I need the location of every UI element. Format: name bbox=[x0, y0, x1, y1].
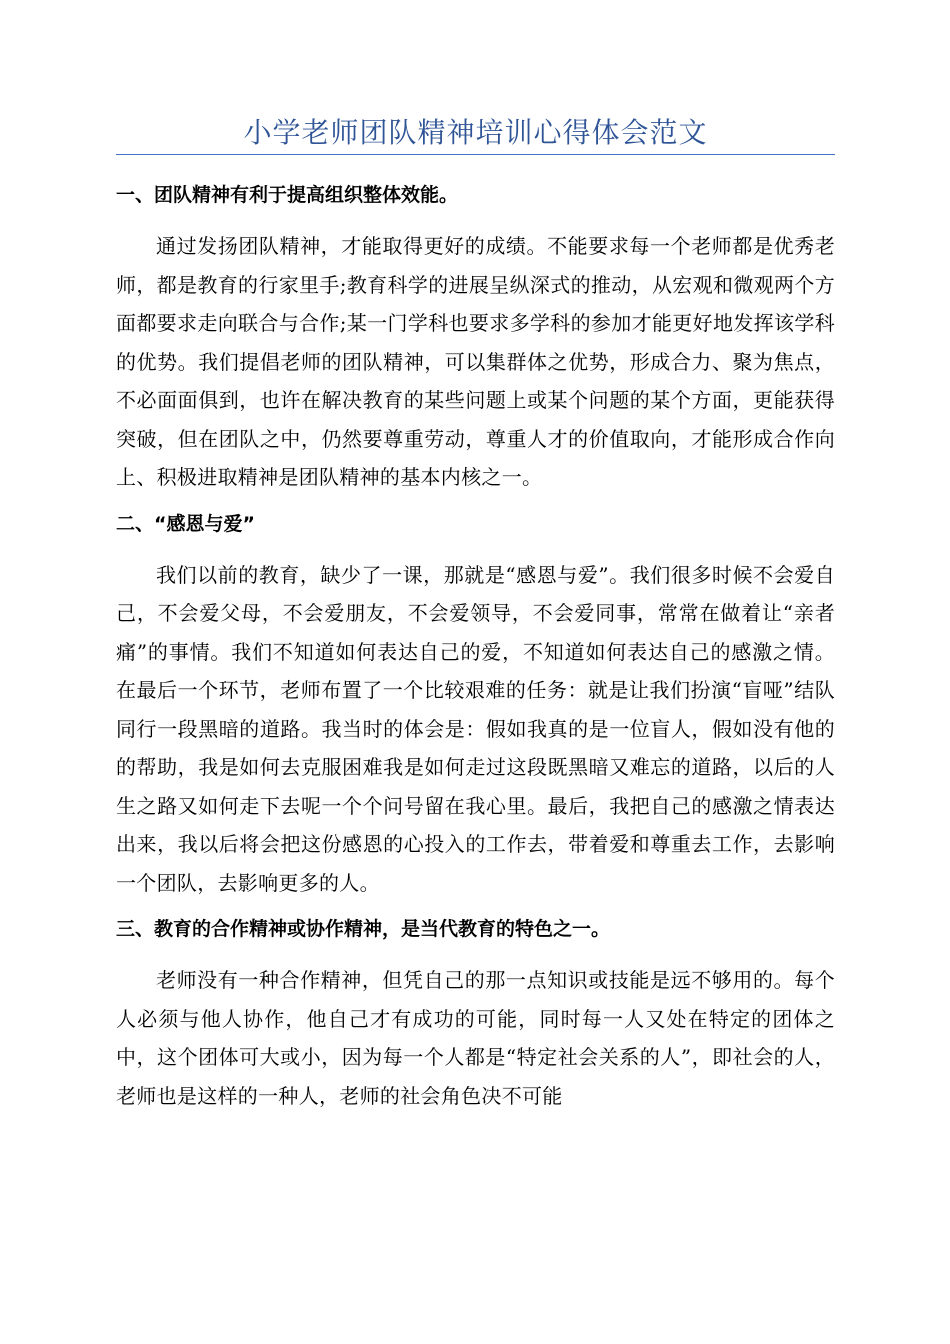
section-paragraph: 通过发扬团队精神，才能取得更好的成绩。不能要求每一个老师都是优秀老师，都是教育的行家里手;教育科学的进展呈纵深式的推动，从宏观和微观两个方面都要求走向联合与合作;某一门学科也要求多学科的参加才能更好地发挥该学科的优势。我们提倡老师的团队精神，可以集群体之优势，形成合力、聚为焦点，不必面面俱到，也许在解决教育的某些问题上或某个问题的某个方面，更能获得突破，但在团队之中，仍然要尊重劳动，尊重人才的价值取向，才能形成合作向上、积极进取精神是团队精神的基本内核之一。 bbox=[116, 234, 835, 489]
section-2 bbox=[116, 511, 835, 903]
section-heading: 二、“感恩与爱” bbox=[116, 512, 255, 535]
section-paragraph: 我们以前的教育，缺少了一课，那就是“感恩与爱”。我们很多时候不会爱自己，不会爱父母，不会爱朋友，不会爱领导，不会爱同事，常常在做着让“亲者痛”的事情。我们不知道如何表达自己的爱，不知道如何表达自己的感激之情。在最后一个环节，老师布置了一个比较艰难的任务：就是让我们扮演“盲哑”结队同行一段黑暗的道路。我当时的体会是：假如我真的是一位盲人，假如没有他的的帮助，我是如何去克服困难我是如何走过这段既黑暗又难忘的道路，以后的人生之路又如何走下去呢一个个问号留在我心里。最后，我把自己的感激之情表达出来，我以后将会把这份感恩的心投入的工作去，带着爱和尊重去工作，去影响一个团队，去影响更多的人。 bbox=[116, 562, 835, 895]
document-body bbox=[116, 170, 835, 1129]
section-paragraph: 老师没有一种合作精神，但凭自己的那一点知识或技能是远不够用的。每个人必须与他人协作，他自己才有成功的可能，同时每一人又处在特定的团体之中，这个团体可大或小，因为每一个人都是“特定社会关系的人”，即社会的人，老师也是这样的一种人，老师的社会角色决不可能 bbox=[116, 968, 835, 1108]
section-1 bbox=[116, 182, 835, 497]
title-underline bbox=[116, 154, 835, 155]
section-heading: 一、团队精神有利于提高组织整体效能。 bbox=[116, 184, 459, 206]
section-heading: 三、教育的合作精神或协作精神，是当代教育的特色之一。 bbox=[116, 918, 611, 940]
document-title: 小学老师团队精神培训心得体会范文 bbox=[243, 116, 708, 149]
section-3 bbox=[116, 916, 835, 1115]
